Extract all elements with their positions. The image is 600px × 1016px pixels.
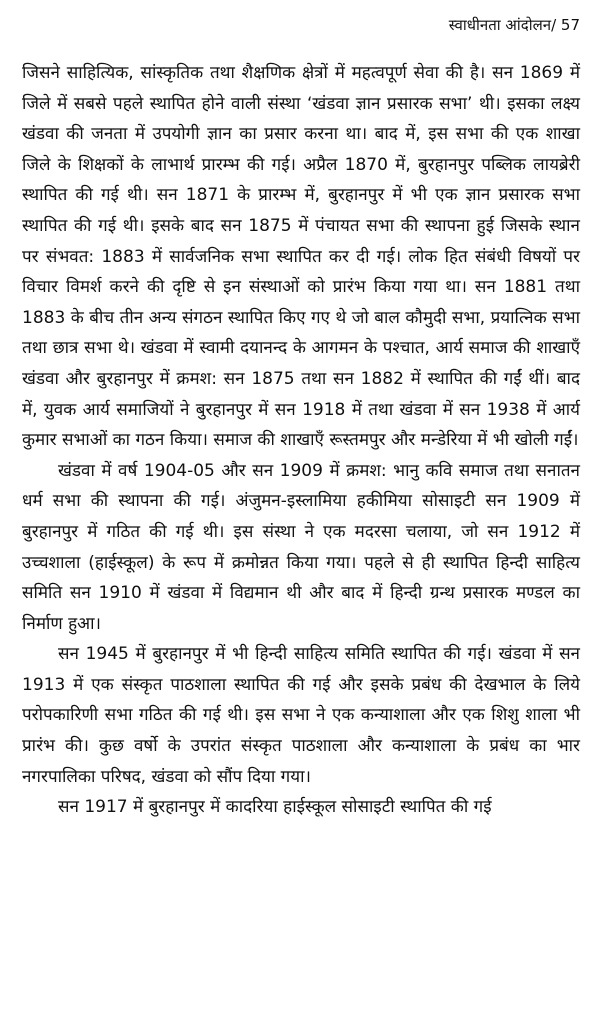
paragraph-4: सन 1917 में बुरहानपुर में कादरिया हाईस्कूल सोसाइटी स्थापित की गई: [58, 797, 492, 818]
paragraph-3: सन 1945 में बुरहानपुर में भी हिन्दी साहित्य समिति स्थापित की गई। खंडवा में सन 1913 में एक संस्कृत पाठशाला स्थापित की गई और इसके प्रबंध की देखभाल के लिये परोपकारिणी सभा गठित की गई थी। इस सभा ने एक कन्याशाला और एक शिशु शाला भी प्रारंभ की। कुछ वर्षो के उपरांत संस्कृत पाठशाला और कन्याशाला के प्रबंध का भार नगरपालिका परिषद, खंडवा को सौंप दिया गया।: [22, 644, 580, 787]
paragraph-2: खंडवा में वर्ष 1904-05 और सन 1909 में क्रमश: भानु कवि समाज तथा सनातन धर्म सभा की स्थापना की गई। अंजुमन-इस्लामिया हकीमिया सोसाइटी सन 1909 में बुरहानपुर में गठित की गई थी। इस संस्था ने एक मदरसा चलाया, जो सन 1912 में उच्चशाला (हाईस्कूल) के रूप में क्रमोन्नत किया गया। पहले से ही स्थापित हिन्दी साहित्य समिति सन 1910 में खंडवा में विद्यमान थी और बाद में हिन्दी ग्रन्थ प्रसारक मण्डल का निर्माण हुआ।: [22, 460, 580, 634]
running-header: स्वाधीनता आंदोलन/ 57: [448, 16, 580, 34]
paragraph-1: जिसने साहित्यिक, सांस्कृतिक तथा शैक्षणिक क्षेत्रों में महत्वपूर्ण सेवा की है। सन 1869 में जिले में सबसे पहले स्थापित होने वाली संस्था ‘खंडवा ज्ञान प्रसारक सभा’ थी। इसका लक्ष्य खंडवा की जनता में उपयोगी ज्ञान का प्रसार करना था। बाद में, इस सभा की एक शाखा जिले के शिक्षकों के लाभार्थ प्रारम्भ की गई। अप्रैल 1870 में, बुरहानपुर पब्लिक लायब्रेरी स्थापित की गई थी। सन 1871 के प्रारम्भ में, बुरहानपुर में भी एक ज्ञान प्रसारक सभा स्थापित की गई थी। इसके बाद सन 1875 में पंचायत सभा की स्थापना हुई जिसके स्थान पर संभवत: 1883 में सार्वजनिक सभा स्थापित कर दी गई। लोक हित संबंधी विषयों पर विचार विमर्श करने की दृष्टि से इन संस्थाओं को प्रारंभ किया गया था। सन 1881 तथा 1883 के बीच तीन अन्य संगठन स्थापित किए गए थे जो बाल कौमुदी सभा, प्रयात्निक सभा तथा छात्र सभा थे। खंडवा में स्वामी दयानन्द के आगमन के पश्चात, आर्य समाज की शाखाएँ खंडवा और बुरहानपुर में क्रमश: सन 1875 तथा सन 1882 में स्थापित की गईं थीं। बाद में, युवक आर्य समाजियों ने बुरहानपुर में सन 1918 में तथा खंडवा में सन 1938 में आर्य कुमार सभाओं का गठन किया। समाज की शाखाएँ रूस्तमपुर और मन्डेरिया में भी खोली गईं।: [22, 63, 580, 451]
body-text: [22, 58, 580, 823]
